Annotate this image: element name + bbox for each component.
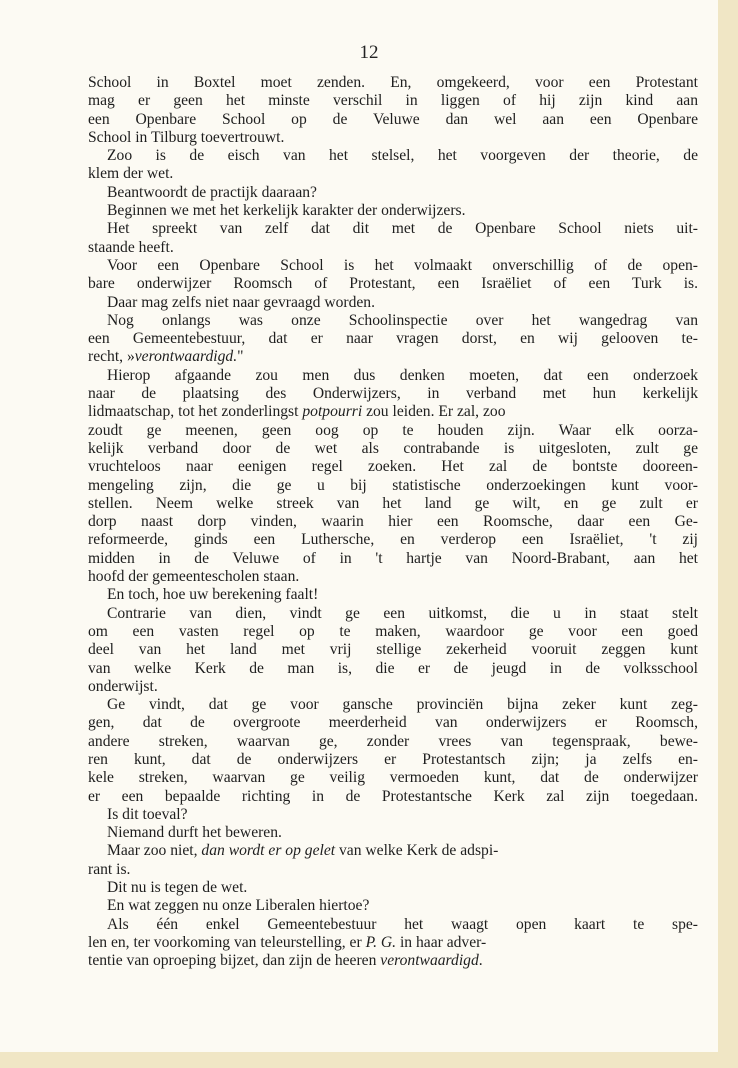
page-edge-right [718, 0, 738, 1068]
text-line: mag er geen het minste verschil in liggen of hij zijn kind aan [88, 92, 698, 110]
text-line: School in Tilburg toevertrouwt. [88, 128, 285, 146]
emphasis-text: dan wordt er op gelet [201, 842, 336, 860]
text-line [88, 934, 698, 952]
text-line: Beantwoordt de practijk daaraan? [107, 183, 317, 201]
text-line: midden in de Veluwe of in 't hartje van Noord-Brabant, aan het [88, 549, 698, 567]
text-line [88, 403, 698, 421]
text-line: vruchteloos naar eenigen regel zoeken. Het zal de bontste dooreen- [88, 458, 698, 476]
text-segment: " [237, 348, 244, 366]
emphasis-text: verontwaardigd [380, 952, 479, 970]
text-line: Ge vindt, dat ge voor gansche provinciën bijna zeker kunt zeg- [107, 696, 698, 714]
text-line: een Gemeentebestuur, dat er naar vragen dorst, en wij gelooven te- [88, 330, 698, 348]
text-segment: recht, » [88, 348, 135, 366]
text-line: Is dit toeval? [107, 805, 188, 823]
text-segment: in haar adver- [396, 933, 487, 951]
text-line: onderwijst. [88, 677, 158, 695]
text-segment: len en, ter voorkoming van teleurstelling, er [88, 933, 366, 951]
text-line: Beginnen we met het kerkelijk karakter der onderwijzers. [107, 202, 466, 220]
text-line: rant is. [88, 860, 131, 878]
text-line: andere streken, waarvan ge, zonder vrees van tegenspraak, bewe- [88, 732, 698, 750]
text-line: mengeling zijn, die ge u bij statistische onderzoekingen kunt voor- [88, 476, 698, 494]
text-line: staande heeft. [88, 238, 174, 256]
text-line: En wat zeggen nu onze Liberalen hiertoe? [107, 897, 370, 915]
text-segment: zou leiden. Er zal, zoo [362, 403, 506, 421]
text-line: naar de plaatsing des Onderwijzers, in verband met hun kerkelijk [88, 385, 698, 403]
text-line: ren kunt, dat de onderwijzers er Protestantsch zijn; ja zelfs en- [88, 750, 698, 768]
text-segment: tentie van oproeping bijzet, dan zijn de heeren [88, 952, 381, 970]
body-text [88, 74, 698, 971]
text-line: deel van het land met vrij stellige zekerheid vooruit zeggen kunt [88, 641, 698, 659]
text-line: hoofd der gemeentescholen staan. [88, 568, 300, 586]
text-line: Als één enkel Gemeentebestuur het waagt open kaart te spe- [107, 915, 698, 933]
text-line: reformeerde, ginds een Luthersche, en verderop een Israëliet, 't zij [88, 531, 698, 549]
text-segment: lidmaatschap, tot het zonderlingst [88, 403, 303, 421]
text-line: Daar mag zelfs niet naar gevraagd worden. [107, 293, 375, 311]
text-segment: . [478, 952, 483, 970]
text-line: klem der wet. [88, 165, 174, 183]
text-line: dorp naast dorp vinden, waarin hier een Roomsche, daar een Ge- [88, 513, 698, 531]
text-line: School in Boxtel moet zenden. En, omgekeerd, voor een Protestant [88, 74, 698, 91]
text-line: Hierop afgaande zou men dus denken moeten, dat een onderzoek [107, 366, 698, 384]
text-line: stellen. Neem welke streek van het land ge wilt, en ge zult er [88, 494, 698, 512]
text-line: van welke Kerk de man is, die er de jeugd in de volksschool [88, 659, 698, 677]
text-line: Het spreekt van zelf dat dit met de Openbare School niets uit- [107, 220, 698, 238]
text-line: zoudt ge meenen, geen oog op te houden zijn. Waar elk oorza- [88, 421, 698, 439]
text-line: Zoo is de eisch van het stelsel, het voorgeven der theorie, de [107, 147, 698, 165]
emphasis-text: verontwaardigd. [134, 348, 238, 366]
text-line: kelijk verband door de wet als contrabande is uitgesloten, zult ge [88, 439, 698, 457]
text-line: Voor een Openbare School is het volmaakt onverschillig of de open- [107, 256, 698, 274]
page-edge-bottom [0, 1052, 738, 1068]
page-number: 12 [359, 42, 379, 63]
emphasis-text: potpourri [302, 403, 363, 421]
text-line: Contrarie van dien, vindt ge een uitkomst, die u in staat stelt [107, 604, 698, 622]
text-line: er een bepaalde richting in de Protestantsche Kerk zal zijn toegedaan. [88, 787, 698, 805]
text-line: En toch, hoe uw berekening faalt! [107, 586, 319, 604]
text-line: Nog onlangs was onze Schoolinspectie over het wangedrag van [107, 311, 698, 329]
text-line: om een vasten regel op te maken, waardoor ge voor een goed [88, 622, 698, 640]
text-line [88, 952, 698, 970]
text-line: een Openbare School op de Veluwe dan wel aan een Openbare [88, 110, 698, 128]
text-line [88, 842, 698, 860]
text-line [88, 348, 698, 366]
text-segment: Maar zoo niet, [107, 842, 202, 860]
text-line: Dit nu is tegen de wet. [107, 879, 248, 897]
text-line: Niemand durft het beweren. [107, 824, 282, 842]
text-line: kele streken, waarvan ge veilig vermoeden kunt, dat de onderwijzer [88, 769, 698, 787]
text-line: gen, dat de overgroote meerderheid van onderwijzers er Roomsch, [88, 714, 698, 732]
text-line: bare onderwijzer Roomsch of Protestant, een Israëliet of een Turk is. [88, 275, 698, 293]
emphasis-text: P. G. [365, 933, 397, 951]
text-segment: van welke Kerk de adspi- [335, 842, 499, 860]
